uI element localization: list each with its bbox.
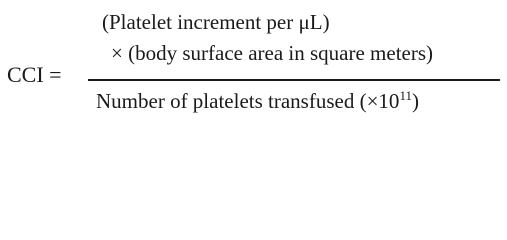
denominator-text: Number of platelets transfused (×10 — [96, 89, 400, 113]
formula-lhs: CCI = — [7, 62, 62, 87]
numerator-line-1: (Platelet increment per μL) — [102, 10, 330, 34]
denominator-close-paren: ) — [411, 89, 419, 113]
denominator-exponent: 11 — [399, 88, 412, 103]
fraction-bar — [88, 79, 500, 81]
numerator-line-2: × (body surface area in square meters) — [111, 41, 434, 65]
denominator — [96, 88, 419, 113]
